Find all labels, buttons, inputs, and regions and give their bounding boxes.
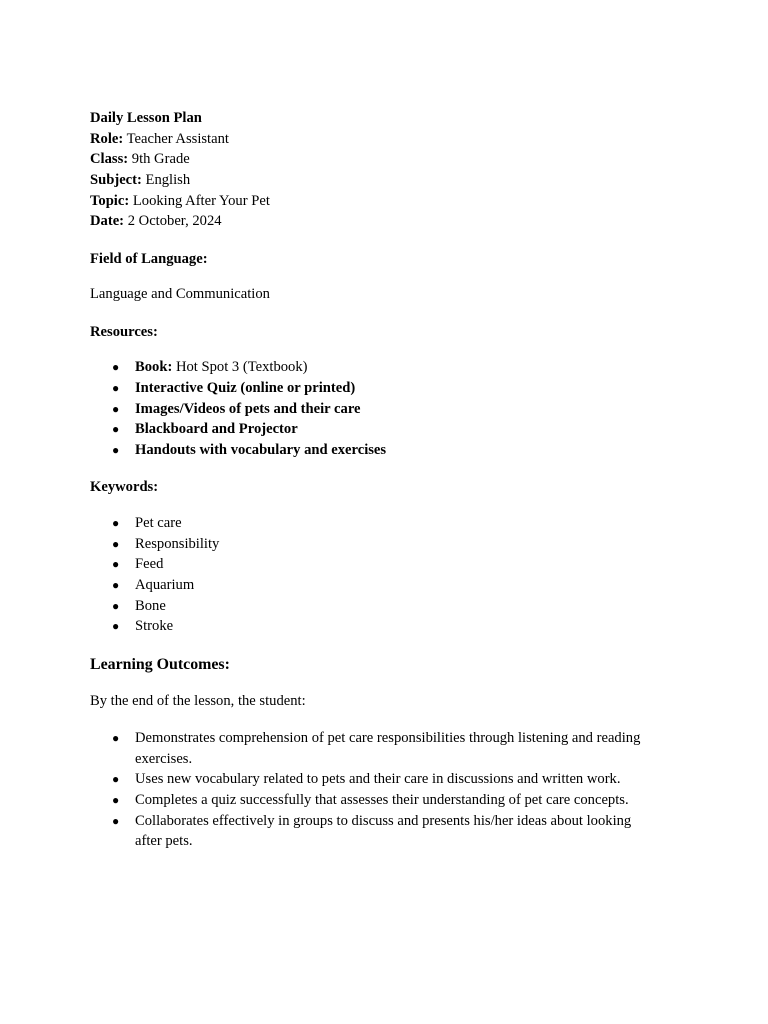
list-item bbox=[90, 728, 657, 769]
role-value: Teacher Assistant bbox=[126, 130, 229, 147]
lesson-plan-content bbox=[90, 108, 690, 852]
bullet-icon: ● bbox=[112, 557, 120, 572]
learning-outcomes-list bbox=[90, 728, 690, 852]
bullet-icon: ● bbox=[112, 598, 120, 613]
outcome-item: Demonstrates comprehension of pet care responsibilities through listening and reading exercises. bbox=[135, 729, 641, 767]
resource-item: Blackboard and Projector bbox=[135, 421, 298, 438]
role-label: Role: bbox=[90, 130, 124, 147]
list-item bbox=[90, 534, 690, 555]
keywords-list bbox=[90, 513, 690, 637]
bullet-icon: ● bbox=[112, 443, 120, 457]
bullet-icon: ● bbox=[112, 813, 120, 828]
list-item bbox=[90, 513, 690, 534]
list-item bbox=[90, 790, 657, 811]
bullet-icon: ● bbox=[112, 360, 120, 375]
bullet-icon: ● bbox=[112, 772, 120, 787]
class-label: Class: bbox=[90, 151, 129, 168]
outcome-item: Uses new vocabulary related to pets and their care in discussions and written work. bbox=[135, 771, 621, 788]
list-item bbox=[90, 378, 690, 399]
role-line bbox=[90, 129, 690, 150]
subject-label: Subject: bbox=[90, 172, 142, 189]
field-of-language-heading: Field of Language: bbox=[90, 250, 208, 267]
learning-outcomes-heading: Learning Outcomes: bbox=[90, 655, 230, 673]
outcome-item: Completes a quiz successfully that assesses their understanding of pet care concepts. bbox=[135, 791, 629, 808]
document-title: Daily Lesson Plan bbox=[90, 110, 202, 126]
class-line bbox=[90, 149, 690, 170]
outcome-item: Collaborates effectively in groups to discuss and presents his/her ideas about looking after pets. bbox=[135, 812, 632, 850]
keywords-heading: Keywords: bbox=[90, 479, 159, 496]
list-item bbox=[90, 357, 690, 378]
topic-value: Looking After Your Pet bbox=[132, 192, 270, 209]
topic-label: Topic: bbox=[90, 192, 130, 209]
bullet-icon: ● bbox=[112, 619, 120, 634]
book-label: Book: bbox=[135, 359, 173, 376]
subject-value: English bbox=[145, 172, 191, 189]
resource-item: Handouts with vocabulary and exercises bbox=[135, 442, 387, 458]
list-item bbox=[90, 769, 657, 790]
bullet-icon: ● bbox=[112, 792, 120, 807]
bullet-icon: ● bbox=[112, 401, 120, 416]
resource-item: Interactive Quiz (online or printed) bbox=[135, 379, 356, 396]
bullet-icon: ● bbox=[112, 422, 120, 437]
keyword-item: Pet care bbox=[135, 514, 182, 531]
learning-outcomes-intro: By the end of the lesson, the student: bbox=[90, 692, 306, 709]
list-item bbox=[90, 440, 690, 461]
list-item bbox=[90, 399, 690, 420]
keyword-item: Stroke bbox=[135, 618, 174, 635]
book-value: Hot Spot 3 (Textbook) bbox=[175, 359, 308, 376]
bullet-icon: ● bbox=[112, 536, 120, 551]
keyword-item: Responsibility bbox=[135, 535, 220, 552]
bullet-icon: ● bbox=[112, 515, 120, 530]
bullet-icon: ● bbox=[112, 578, 120, 592]
resources-heading: Resources: bbox=[90, 323, 158, 340]
subject-line bbox=[90, 170, 690, 191]
date-line bbox=[90, 211, 690, 232]
keyword-item: Feed bbox=[135, 556, 164, 573]
date-label: Date: bbox=[90, 213, 125, 230]
list-item bbox=[90, 616, 690, 637]
bullet-icon: ● bbox=[112, 730, 120, 745]
keyword-item: Bone bbox=[135, 597, 166, 614]
resources-list bbox=[90, 357, 690, 461]
bullet-icon: ● bbox=[112, 380, 120, 395]
date-value: 2 October, 2024 bbox=[127, 213, 222, 230]
list-item bbox=[90, 419, 690, 440]
field-of-language-text: Language and Communication bbox=[90, 286, 270, 303]
list-item bbox=[90, 596, 690, 617]
class-value: 9th Grade bbox=[131, 151, 190, 168]
list-item bbox=[90, 575, 690, 596]
list-item bbox=[90, 811, 657, 852]
resource-item: Images/Videos of pets and their care bbox=[135, 400, 361, 417]
list-item bbox=[90, 554, 690, 575]
topic-line bbox=[90, 191, 690, 212]
keyword-item: Aquarium bbox=[135, 577, 195, 593]
